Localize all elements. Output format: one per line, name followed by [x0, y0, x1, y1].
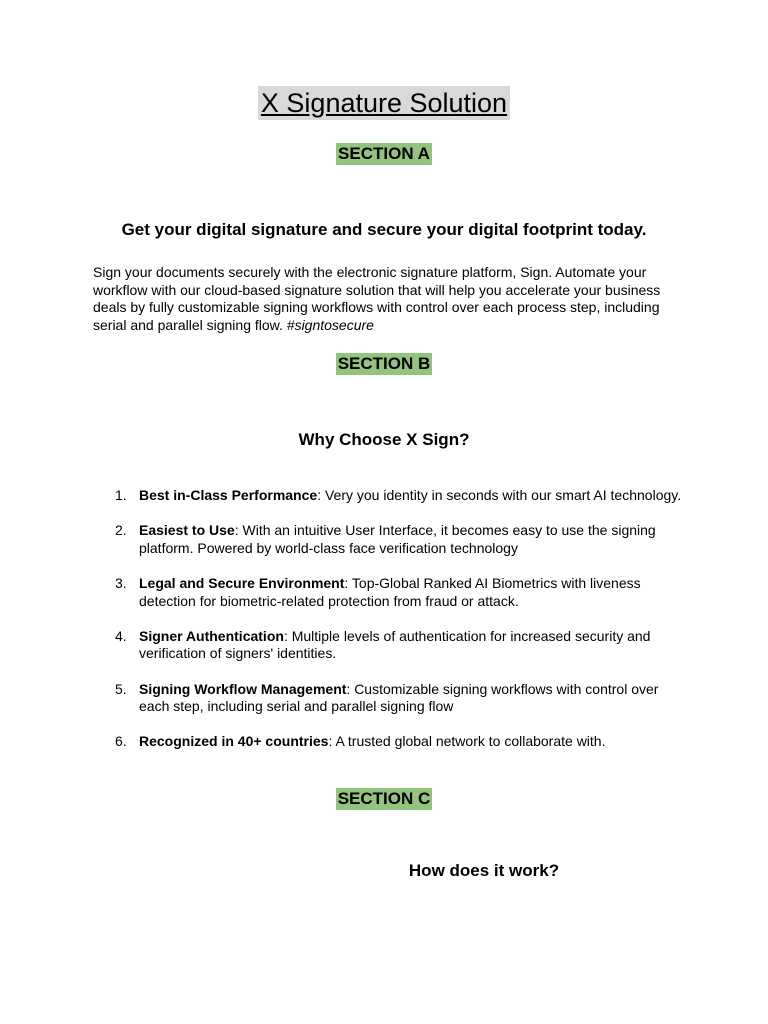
- section-c-label: SECTION C: [337, 789, 431, 808]
- list-item-desc: : Very you identity in seconds with our smart AI technology.: [317, 487, 682, 503]
- list-item-number: 6.: [115, 733, 127, 750]
- list-item: [93, 522, 683, 557]
- list-item-term: Best in-Class Performance: [139, 487, 318, 503]
- section-b-label: SECTION B: [337, 354, 431, 373]
- list-item-desc: : A trusted global network to collaborate with.: [328, 733, 606, 750]
- list-item-term: Easiest to Use: [139, 522, 235, 539]
- section-a-body: [93, 264, 683, 334]
- list-item-desc: : Multiple levels of authentication for increased security and verification of signers' identities.: [139, 627, 651, 662]
- list-item-number: 4.: [115, 627, 127, 644]
- list-item-number: 3.: [115, 574, 127, 591]
- section-a-heading: Get your digital signature and secure your digital footprint today.: [121, 220, 647, 239]
- document-title: X Signature Solution: [258, 86, 510, 120]
- list-item: [93, 628, 683, 663]
- list-item-term: Recognized in 40+ countries: [139, 733, 329, 750]
- list-item-number: 2.: [115, 522, 127, 539]
- list-item-term: Signer Authentication: [139, 627, 284, 644]
- list-item-number: 5.: [115, 680, 127, 697]
- list-item-term: Signing Workflow Management: [139, 680, 347, 697]
- list-item-number: 1.: [115, 487, 127, 503]
- section-b-label-wrap: [0, 353, 768, 375]
- list-item: [93, 681, 683, 716]
- list-item-desc: : Customizable signing workflows with control over each step, including serial and parallel signing flow: [139, 680, 659, 715]
- section-a-hashtag: #signtosecure: [286, 316, 374, 333]
- list-item: [93, 733, 683, 751]
- section-c-label-wrap: [0, 788, 768, 810]
- list-item: [93, 487, 683, 505]
- list-item-desc: : Top-Global Ranked AI Biometrics with liveness detection for biometric-related protection from fraud or attack.: [139, 574, 641, 609]
- document-title-wrap: [0, 86, 768, 120]
- section-a-body-text: Sign your documents securely with the electronic signature platform, Sign. Automate your workflow with our cloud-based signature solution that will help you accelerate your business deals by fully customizable signing workflows with control over each process step, including serial and parallel signing flow.: [93, 264, 661, 333]
- list-item: [93, 575, 683, 610]
- feature-list: [93, 487, 683, 769]
- section-b-heading: Why Choose X Sign?: [298, 430, 470, 449]
- list-item-desc: : With an intuitive User Interface, it becomes easy to use the signing platform. Powered by world-class face verification technology: [139, 522, 656, 556]
- list-item-term: Legal and Secure Environment: [139, 574, 345, 591]
- section-a-label-wrap: [0, 143, 768, 165]
- section-a-label: SECTION A: [338, 144, 430, 163]
- section-c-heading: How does it work?: [408, 861, 560, 880]
